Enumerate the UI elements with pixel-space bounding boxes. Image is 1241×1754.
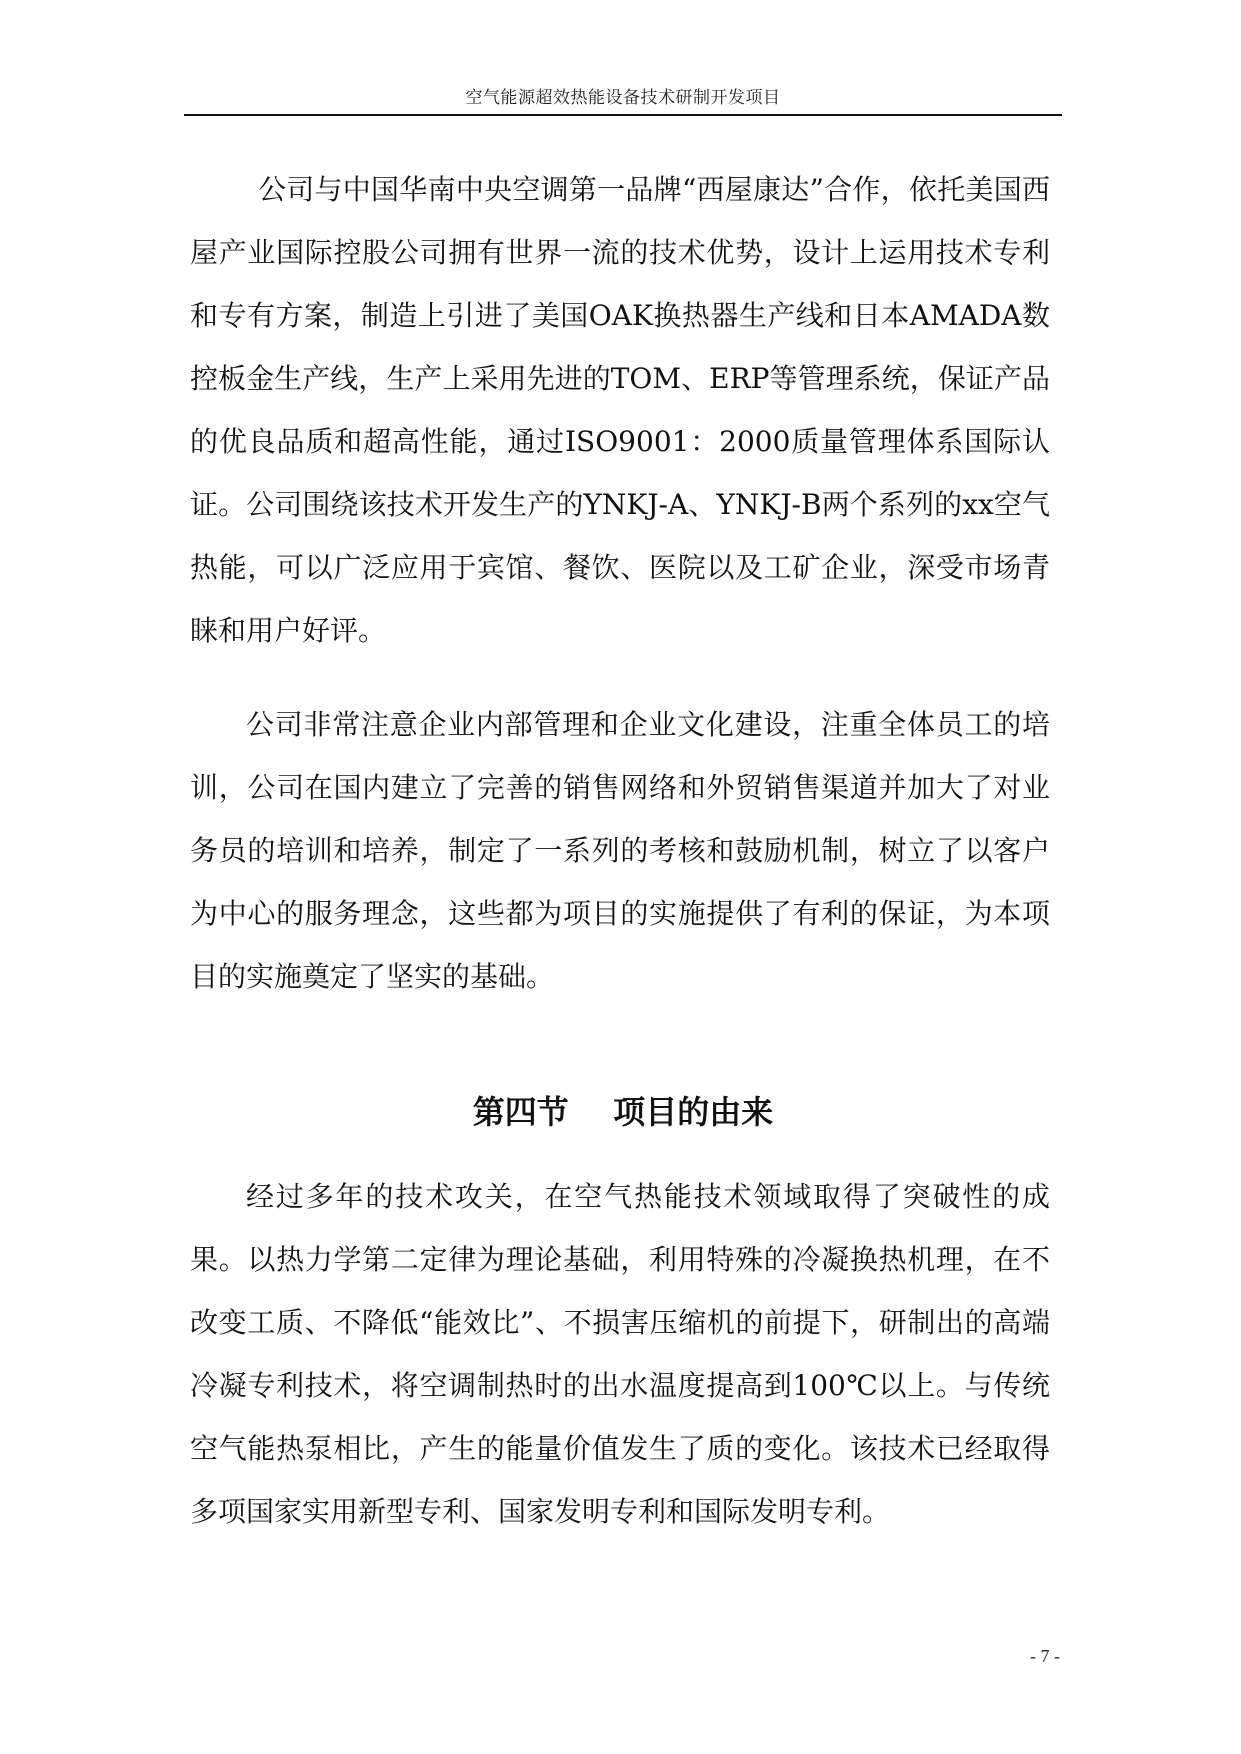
section-heading: 第四节 项目的由来 (472, 1093, 774, 1131)
page-number: - 7 - (1030, 1646, 1060, 1666)
running-header: 空气能源超效热能设备技术研制开发项目 (465, 88, 781, 108)
header-rule (184, 114, 1062, 116)
paragraph-project-origin: 经过多年的技术攻关，在空气热能技术领域取得了突破性的成果。以热力学第二定律为理论基础，利用特殊的冷凝换热机理，在不改变工质、不降低“能效比”、不损害压缩机的前提下，研制出的高端冷凝专利技术，将空调制热时的出水温度提高到100℃以上。与传统空气能热泵相比，产生的能量价值发生了质的变化。该技术已经取得多项国家实用新型专利、国家发明专利和国际发明专利。 (190, 1180, 1050, 1528)
paragraph-company-cooperation: 公司与中国华南中央空调第一品牌“西屋康达”合作，依托美国西屋产业国际控股公司拥有世界一流的技术优势，设计上运用技术专利和专有方案，制造上引进了美国OAK换热器生产线和日本AMADA数控板金生产线，生产上采用先进的TOM、ERP等管理系统，保证产品的优良品质和超高性能，通过ISO9001：2000质量管理体系国际认证。公司围绕该技术开发生产的YNKJ-A、YNKJ-B两个系列的xx空气热能，可以广泛应用于宾馆、餐饮、医院以及工矿企业，深受市场青睐和用户好评。 (190, 173, 1050, 647)
paragraph-management-culture: 公司非常注意企业内部管理和企业文化建设，注重全体员工的培训，公司在国内建立了完善的销售网络和外贸销售渠道并加大了对业务员的培训和培养，制定了一系列的考核和鼓励机制，树立了以客户为中心的服务理念，这些都为项目的实施提供了有利的保证，为本项目的实施奠定了坚实的基础。 (190, 708, 1050, 993)
